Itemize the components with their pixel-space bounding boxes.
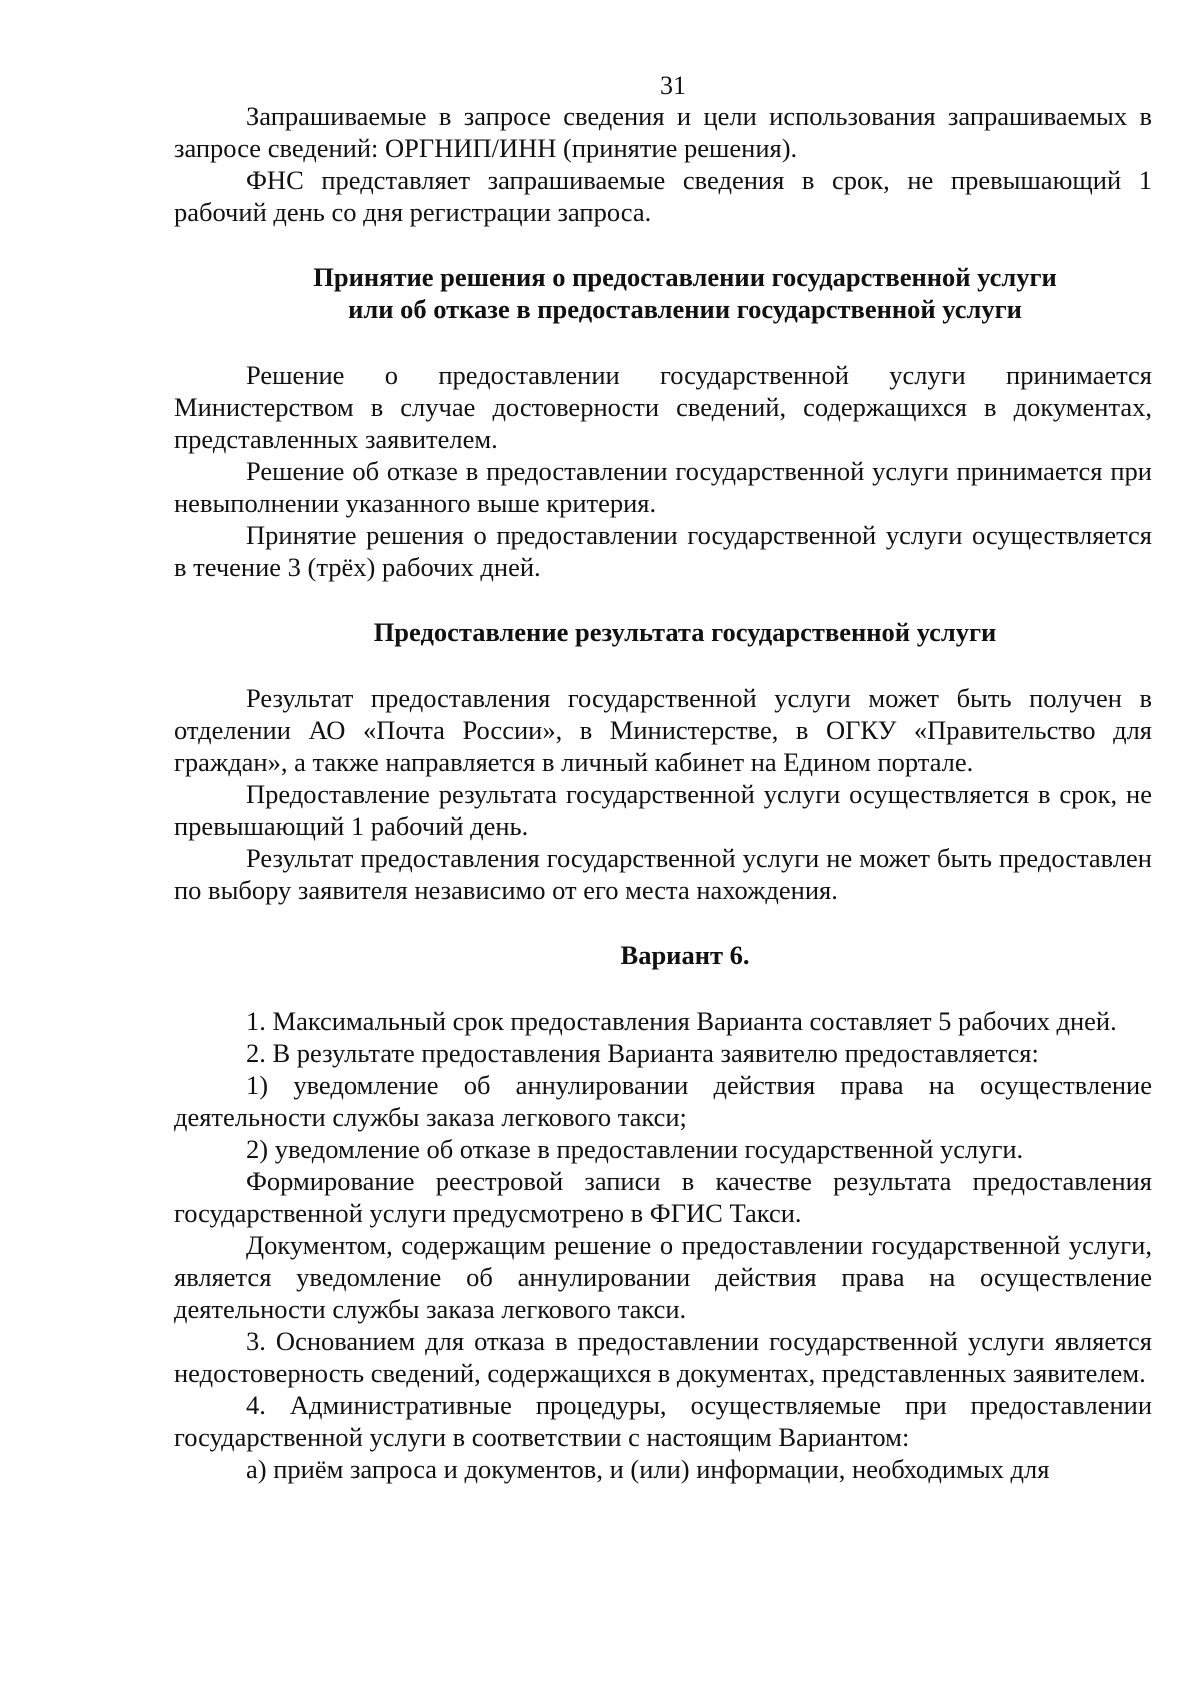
paragraph: 2) уведомление об отказе в предоставлении государственной услуги. [246, 1134, 1024, 1164]
heading-line: Предоставление результата государственной услуги [373, 617, 997, 647]
heading-line: Вариант 6. [620, 940, 750, 970]
paragraph: 4. Административные процедуры, осуществляемые при предоставлении государственной услуги в соответствии с настоящим Вариантом: [174, 1390, 1152, 1452]
document-page [174, 68, 1152, 1485]
paragraph: 1. Максимальный срок предоставления Варианта составляет 5 рабочих дней. [246, 1006, 1117, 1036]
section-heading [174, 939, 1152, 971]
paragraph: Запрашиваемые в запросе сведения и цели использования запрашиваемых в запросе сведений: ОРГНИП/ИНН (принятие решения). [174, 101, 1152, 163]
paragraph: Решение о предоставлении государственной услуги принимается Министерством в случае достоверности сведений, содержащихся в документах, представленных заявителем. [174, 360, 1152, 454]
heading-line: или об отказе в предоставлении государственной услуги [348, 294, 1022, 324]
paragraph: а) приём запроса и документов, и (или) информации, необходимых для [246, 1454, 1050, 1484]
heading-line: Принятие решения о предоставлении государственной услуги [313, 262, 1057, 292]
paragraph: ФНС представляет запрашиваемые сведения в срок, не превышающий 1 рабочий день со дня регистрации запроса. [174, 165, 1152, 227]
paragraph: Принятие решения о предоставлении государственной услуги осуществляется в течение 3 (трёх) рабочих дней. [174, 520, 1152, 582]
paragraph: Документом, содержащим решение о предоставлении государственной услуги, является уведомление об аннулировании действия права на осуществление деятельности службы заказа легкового такси. [174, 1230, 1152, 1324]
section-heading [174, 616, 1152, 648]
paragraph: Результат предоставления государственной услуги не может быть предоставлен по выбору заявителя независимо от его места нахождения. [174, 843, 1152, 905]
paragraph: Решение об отказе в предоставлении государственной услуги принимается при невыполнении указанного выше критерия. [174, 456, 1152, 518]
paragraph: 3. Основанием для отказа в предоставлении государственной услуги является недостоверность сведений, содержащихся в документах, представленных заявителем. [174, 1326, 1152, 1388]
paragraph: Формирование реестровой записи в качестве результата предоставления государственной услуги предусмотрено в ФГИС Такси. [174, 1166, 1152, 1228]
paragraph: Результат предоставления государственной услуги может быть получен в отделении АО «Почта России», в Министерстве, в ОГКУ «Правительство для граждан», а также направляется в личный кабинет на Едином портале. [174, 683, 1152, 777]
paragraph: 1) уведомление об аннулировании действия права на осуществление деятельности службы заказа легкового такси; [174, 1070, 1152, 1132]
section-heading [174, 261, 1152, 325]
paragraph: 2. В результате предоставления Варианта заявителю предоставляется: [246, 1038, 1039, 1068]
page-number: 31 [660, 71, 686, 100]
paragraph: Предоставление результата государственной услуги осуществляется в срок, не превышающий 1 рабочий день. [174, 779, 1152, 841]
